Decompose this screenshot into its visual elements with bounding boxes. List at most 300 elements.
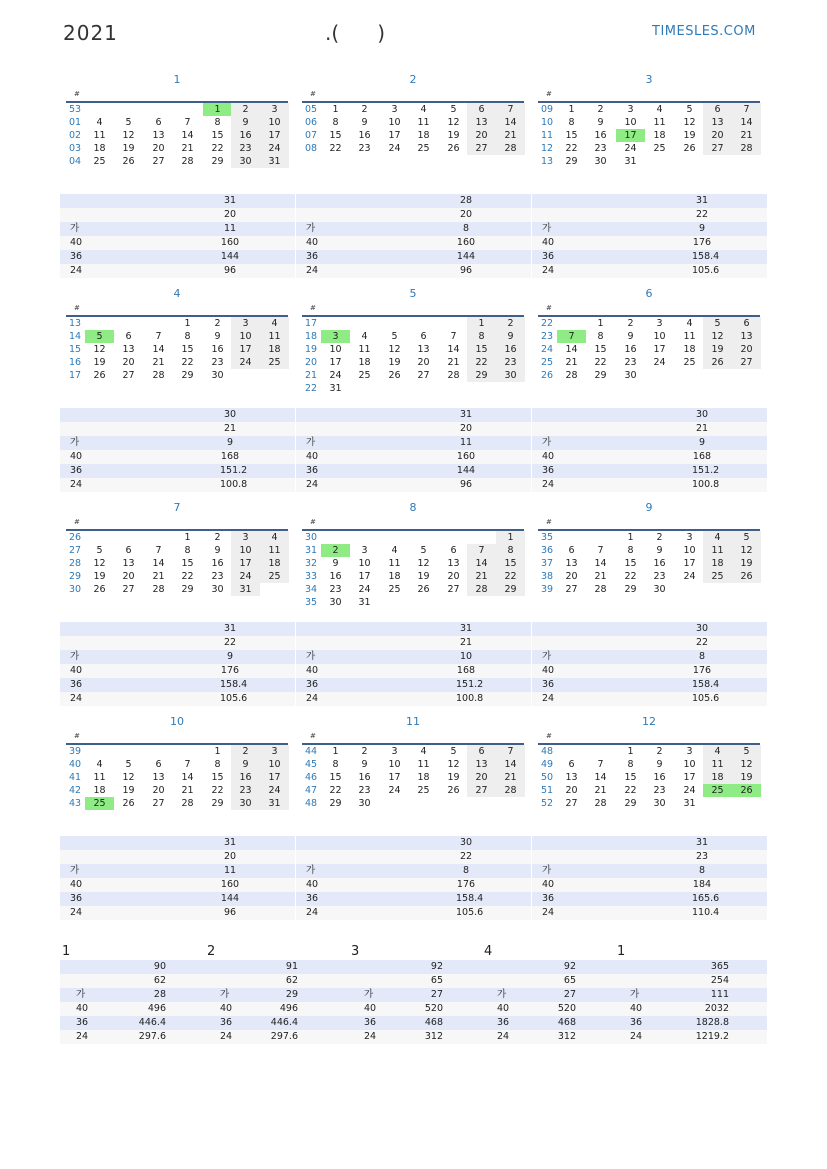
calendar-day[interactable]: 8 — [214, 117, 221, 128]
calendar-day[interactable]: 14 — [447, 344, 460, 355]
calendar-day[interactable]: 10 — [231, 330, 260, 343]
calendar-day[interactable]: 27 — [122, 370, 135, 381]
calendar-day[interactable]: 16 — [211, 344, 224, 355]
calendar-day[interactable]: 29 — [624, 798, 637, 809]
calendar-day[interactable]: 22 — [181, 571, 194, 582]
calendar-day[interactable]: 17 — [388, 772, 401, 783]
calendar-day[interactable]: 27 — [467, 142, 496, 155]
calendar-day[interactable]: 4 — [420, 104, 427, 115]
calendar-day-holiday[interactable]: 17 — [616, 129, 645, 142]
calendar-day[interactable]: 13 — [152, 130, 165, 141]
calendar-day[interactable]: 4 — [260, 531, 289, 544]
calendar-day[interactable]: 7 — [155, 331, 162, 342]
calendar-day[interactable]: 16 — [594, 130, 607, 141]
calendar-day[interactable]: 1 — [184, 318, 191, 329]
calendar-day[interactable]: 21 — [565, 357, 578, 368]
calendar-day[interactable]: 20 — [565, 785, 578, 796]
calendar-day[interactable]: 14 — [496, 758, 525, 771]
calendar-day[interactable]: 4 — [656, 104, 663, 115]
month-title[interactable]: 5 — [409, 287, 417, 300]
calendar-day[interactable]: 12 — [417, 558, 430, 569]
calendar-day[interactable]: 19 — [447, 130, 460, 141]
calendar-day[interactable]: 16 — [329, 571, 342, 582]
calendar-day[interactable]: 2 — [597, 104, 604, 115]
calendar-day[interactable]: 15 — [565, 130, 578, 141]
calendar-day[interactable]: 14 — [467, 557, 496, 570]
calendar-day[interactable]: 17 — [358, 571, 371, 582]
calendar-day[interactable]: 1 — [496, 531, 525, 544]
calendar-day[interactable]: 26 — [732, 570, 761, 583]
calendar-day[interactable]: 14 — [496, 116, 525, 129]
calendar-day[interactable]: 24 — [683, 785, 696, 796]
calendar-day[interactable]: 9 — [656, 545, 663, 556]
calendar-day[interactable]: 10 — [683, 759, 696, 770]
calendar-day[interactable]: 22 — [496, 570, 525, 583]
calendar-day[interactable]: 27 — [122, 584, 135, 595]
calendar-day[interactable]: 28 — [447, 370, 460, 381]
calendar-day[interactable]: 28 — [152, 584, 165, 595]
calendar-day[interactable]: 29 — [467, 369, 496, 382]
calendar-day[interactable]: 22 — [624, 571, 637, 582]
calendar-day[interactable]: 9 — [332, 558, 339, 569]
calendar-day[interactable]: 7 — [732, 103, 761, 116]
calendar-day[interactable]: 20 — [467, 771, 496, 784]
calendar-day[interactable]: 17 — [683, 772, 696, 783]
calendar-day[interactable]: 4 — [703, 745, 732, 758]
calendar-day[interactable]: 3 — [686, 746, 693, 757]
calendar-day[interactable]: 14 — [565, 344, 578, 355]
calendar-day[interactable]: 2 — [656, 532, 663, 543]
calendar-day[interactable]: 31 — [260, 797, 289, 810]
calendar-day[interactable]: 17 — [260, 771, 289, 784]
calendar-day[interactable]: 22 — [624, 785, 637, 796]
calendar-day[interactable]: 16 — [624, 344, 637, 355]
calendar-day[interactable]: 18 — [683, 344, 696, 355]
calendar-day[interactable]: 19 — [732, 557, 761, 570]
calendar-day[interactable]: 24 — [260, 784, 289, 797]
calendar-day[interactable]: 3 — [686, 532, 693, 543]
calendar-day[interactable]: 20 — [467, 129, 496, 142]
calendar-day[interactable]: 13 — [565, 558, 578, 569]
calendar-day[interactable]: 26 — [683, 143, 696, 154]
calendar-day[interactable]: 1 — [467, 317, 496, 330]
calendar-day[interactable]: 13 — [565, 772, 578, 783]
calendar-day[interactable]: 5 — [125, 117, 132, 128]
calendar-day[interactable]: 28 — [732, 142, 761, 155]
calendar-day[interactable]: 16 — [211, 558, 224, 569]
calendar-day[interactable]: 12 — [388, 344, 401, 355]
calendar-day[interactable]: 8 — [214, 759, 221, 770]
calendar-day[interactable]: 16 — [653, 772, 666, 783]
calendar-day[interactable]: 7 — [496, 103, 525, 116]
calendar-day[interactable]: 11 — [93, 772, 106, 783]
calendar-day[interactable]: 14 — [181, 772, 194, 783]
calendar-day-holiday[interactable]: 1 — [203, 103, 232, 116]
calendar-day[interactable]: 10 — [358, 558, 371, 569]
month-title[interactable]: 8 — [409, 501, 417, 514]
calendar-day[interactable]: 24 — [388, 785, 401, 796]
calendar-day[interactable]: 25 — [260, 570, 289, 583]
calendar-day[interactable]: 31 — [231, 583, 260, 596]
calendar-day[interactable]: 9 — [231, 758, 260, 771]
calendar-day[interactable]: 29 — [181, 370, 194, 381]
calendar-day[interactable]: 18 — [260, 343, 289, 356]
calendar-day[interactable]: 5 — [686, 104, 693, 115]
calendar-day[interactable]: 6 — [467, 103, 496, 116]
calendar-day[interactable]: 18 — [93, 143, 106, 154]
calendar-day[interactable]: 3 — [260, 103, 289, 116]
calendar-day[interactable]: 29 — [496, 583, 525, 596]
calendar-day[interactable]: 30 — [211, 584, 224, 595]
calendar-day[interactable]: 4 — [96, 117, 103, 128]
calendar-day[interactable]: 21 — [594, 571, 607, 582]
calendar-day[interactable]: 17 — [683, 558, 696, 569]
calendar-day[interactable]: 4 — [391, 545, 398, 556]
calendar-day[interactable]: 7 — [597, 759, 604, 770]
calendar-day[interactable]: 23 — [358, 785, 371, 796]
month-title[interactable]: 1 — [173, 73, 181, 86]
calendar-day[interactable]: 8 — [184, 545, 191, 556]
calendar-day[interactable]: 8 — [597, 331, 604, 342]
calendar-day[interactable]: 28 — [496, 142, 525, 155]
calendar-day-holiday[interactable]: 26 — [732, 784, 761, 797]
calendar-day[interactable]: 18 — [388, 571, 401, 582]
calendar-day[interactable]: 5 — [732, 531, 761, 544]
calendar-day[interactable]: 7 — [184, 117, 191, 128]
calendar-day[interactable]: 28 — [181, 156, 194, 167]
calendar-day[interactable]: 5 — [450, 104, 457, 115]
calendar-day[interactable]: 17 — [653, 344, 666, 355]
calendar-day[interactable]: 6 — [125, 545, 132, 556]
calendar-day[interactable]: 10 — [231, 544, 260, 557]
calendar-day[interactable]: 11 — [417, 117, 430, 128]
calendar-day[interactable]: 22 — [467, 356, 496, 369]
calendar-day[interactable]: 17 — [260, 129, 289, 142]
calendar-day[interactable]: 13 — [467, 758, 496, 771]
calendar-day[interactable]: 4 — [260, 317, 289, 330]
calendar-day[interactable]: 4 — [703, 531, 732, 544]
calendar-day-holiday[interactable]: 25 — [85, 797, 114, 810]
month-title[interactable]: 3 — [645, 73, 653, 86]
calendar-day[interactable]: 2 — [214, 318, 221, 329]
calendar-day[interactable]: 12 — [93, 558, 106, 569]
calendar-day[interactable]: 10 — [260, 116, 289, 129]
calendar-day[interactable]: 30 — [211, 370, 224, 381]
calendar-day[interactable]: 29 — [594, 370, 607, 381]
calendar-day-holiday[interactable]: 25 — [703, 784, 732, 797]
calendar-day[interactable]: 31 — [624, 156, 637, 167]
calendar-day[interactable]: 13 — [467, 116, 496, 129]
calendar-day[interactable]: 14 — [181, 130, 194, 141]
calendar-day[interactable]: 21 — [496, 129, 525, 142]
calendar-day[interactable]: 19 — [703, 343, 732, 356]
calendar-day[interactable]: 21 — [732, 129, 761, 142]
calendar-day[interactable]: 23 — [211, 357, 224, 368]
calendar-day[interactable]: 2 — [214, 532, 221, 543]
calendar-day[interactable]: 7 — [597, 545, 604, 556]
calendar-day[interactable]: 31 — [329, 383, 342, 394]
calendar-day[interactable]: 9 — [656, 759, 663, 770]
calendar-day[interactable]: 1 — [627, 532, 634, 543]
calendar-day[interactable]: 28 — [181, 798, 194, 809]
calendar-day[interactable]: 1 — [568, 104, 575, 115]
calendar-day[interactable]: 28 — [594, 798, 607, 809]
calendar-day[interactable]: 15 — [496, 557, 525, 570]
calendar-day[interactable]: 8 — [627, 759, 634, 770]
calendar-day[interactable]: 15 — [624, 772, 637, 783]
calendar-day[interactable]: 5 — [450, 746, 457, 757]
calendar-day[interactable]: 30 — [624, 370, 637, 381]
calendar-day[interactable]: 13 — [732, 330, 761, 343]
calendar-day[interactable]: 28 — [152, 370, 165, 381]
calendar-day[interactable]: 23 — [211, 571, 224, 582]
calendar-day[interactable]: 27 — [152, 156, 165, 167]
calendar-day[interactable]: 24 — [329, 370, 342, 381]
calendar-day[interactable]: 8 — [568, 117, 575, 128]
calendar-day[interactable]: 8 — [332, 117, 339, 128]
calendar-day[interactable]: 3 — [627, 104, 634, 115]
calendar-day[interactable]: 24 — [624, 143, 637, 154]
calendar-day[interactable]: 27 — [152, 798, 165, 809]
calendar-day[interactable]: 13 — [417, 344, 430, 355]
calendar-day[interactable]: 19 — [417, 571, 430, 582]
calendar-day[interactable]: 21 — [594, 785, 607, 796]
calendar-day[interactable]: 19 — [122, 785, 135, 796]
calendar-day[interactable]: 28 — [467, 583, 496, 596]
calendar-day[interactable]: 1 — [597, 318, 604, 329]
calendar-day[interactable]: 10 — [388, 117, 401, 128]
calendar-day[interactable]: 22 — [329, 143, 342, 154]
calendar-day[interactable]: 11 — [388, 558, 401, 569]
calendar-day[interactable]: 7 — [467, 544, 496, 557]
calendar-day[interactable]: 25 — [703, 570, 732, 583]
calendar-day[interactable]: 3 — [231, 531, 260, 544]
calendar-day[interactable]: 27 — [732, 356, 761, 369]
calendar-day[interactable]: 8 — [627, 545, 634, 556]
calendar-day[interactable]: 7 — [450, 331, 457, 342]
site-logo[interactable]: TIMESLES.COM — [652, 24, 756, 39]
calendar-day[interactable]: 19 — [122, 143, 135, 154]
calendar-day[interactable]: 23 — [624, 357, 637, 368]
calendar-day[interactable]: 4 — [420, 746, 427, 757]
calendar-day[interactable]: 9 — [214, 331, 221, 342]
calendar-day[interactable]: 9 — [361, 759, 368, 770]
calendar-day[interactable]: 28 — [496, 784, 525, 797]
calendar-day[interactable]: 1 — [184, 532, 191, 543]
month-title[interactable]: 4 — [173, 287, 181, 300]
calendar-day[interactable]: 27 — [417, 370, 430, 381]
calendar-day[interactable]: 13 — [703, 116, 732, 129]
calendar-day[interactable]: 20 — [703, 129, 732, 142]
calendar-day[interactable]: 18 — [358, 357, 371, 368]
calendar-day[interactable]: 12 — [122, 772, 135, 783]
calendar-day[interactable]: 11 — [703, 544, 732, 557]
calendar-day[interactable]: 12 — [447, 117, 460, 128]
calendar-day[interactable]: 14 — [594, 558, 607, 569]
calendar-day[interactable]: 30 — [231, 155, 260, 168]
calendar-day[interactable]: 14 — [732, 116, 761, 129]
calendar-day[interactable]: 26 — [388, 370, 401, 381]
calendar-day[interactable]: 7 — [496, 745, 525, 758]
calendar-day[interactable]: 29 — [211, 156, 224, 167]
calendar-day[interactable]: 15 — [329, 772, 342, 783]
calendar-day[interactable]: 20 — [152, 785, 165, 796]
calendar-day[interactable]: 22 — [181, 357, 194, 368]
calendar-day[interactable]: 21 — [152, 571, 165, 582]
calendar-day[interactable]: 18 — [703, 771, 732, 784]
calendar-day[interactable]: 16 — [358, 772, 371, 783]
calendar-day[interactable]: 11 — [683, 331, 696, 342]
calendar-day[interactable]: 31 — [260, 155, 289, 168]
calendar-day[interactable]: 27 — [467, 784, 496, 797]
calendar-day[interactable]: 5 — [96, 545, 103, 556]
calendar-day[interactable]: 15 — [181, 558, 194, 569]
calendar-day[interactable]: 12 — [683, 117, 696, 128]
month-title[interactable]: 2 — [409, 73, 417, 86]
calendar-day[interactable]: 17 — [231, 343, 260, 356]
calendar-day[interactable]: 2 — [656, 746, 663, 757]
calendar-day[interactable]: 20 — [122, 357, 135, 368]
calendar-day[interactable]: 26 — [122, 798, 135, 809]
calendar-day[interactable]: 18 — [417, 130, 430, 141]
calendar-day[interactable]: 27 — [565, 584, 578, 595]
calendar-day[interactable]: 25 — [417, 143, 430, 154]
month-title[interactable]: 7 — [173, 501, 181, 514]
calendar-day[interactable]: 8 — [332, 759, 339, 770]
calendar-day[interactable]: 19 — [683, 130, 696, 141]
calendar-day[interactable]: 19 — [447, 772, 460, 783]
calendar-day[interactable]: 4 — [361, 331, 368, 342]
calendar-day[interactable]: 26 — [447, 785, 460, 796]
calendar-day[interactable]: 23 — [231, 784, 260, 797]
calendar-day[interactable]: 26 — [93, 584, 106, 595]
month-title[interactable]: 9 — [645, 501, 653, 514]
calendar-day[interactable]: 29 — [624, 584, 637, 595]
calendar-day[interactable]: 25 — [417, 785, 430, 796]
calendar-day[interactable]: 18 — [703, 557, 732, 570]
calendar-day[interactable]: 19 — [732, 771, 761, 784]
calendar-day[interactable]: 11 — [260, 544, 289, 557]
calendar-day[interactable]: 11 — [653, 117, 666, 128]
calendar-day[interactable]: 2 — [627, 318, 634, 329]
calendar-day[interactable]: 14 — [152, 344, 165, 355]
calendar-day[interactable]: 14 — [594, 772, 607, 783]
calendar-day[interactable]: 6 — [420, 331, 427, 342]
calendar-day[interactable]: 6 — [155, 759, 162, 770]
calendar-day[interactable]: 6 — [703, 103, 732, 116]
calendar-day[interactable]: 27 — [447, 584, 460, 595]
calendar-day[interactable]: 2 — [496, 317, 525, 330]
calendar-day[interactable]: 9 — [361, 117, 368, 128]
calendar-day[interactable]: 15 — [211, 130, 224, 141]
calendar-day[interactable]: 10 — [388, 759, 401, 770]
calendar-day[interactable]: 11 — [260, 330, 289, 343]
calendar-day[interactable]: 23 — [231, 142, 260, 155]
calendar-day[interactable]: 31 — [683, 798, 696, 809]
calendar-day[interactable]: 2 — [231, 745, 260, 758]
calendar-day[interactable]: 5 — [703, 317, 732, 330]
calendar-day[interactable]: 22 — [329, 785, 342, 796]
calendar-day[interactable]: 11 — [417, 759, 430, 770]
month-title[interactable]: 12 — [642, 715, 656, 728]
calendar-day[interactable]: 13 — [152, 772, 165, 783]
calendar-day[interactable]: 15 — [624, 558, 637, 569]
calendar-day[interactable]: 19 — [93, 571, 106, 582]
calendar-day[interactable]: 2 — [231, 103, 260, 116]
calendar-day[interactable]: 3 — [656, 318, 663, 329]
calendar-day[interactable]: 13 — [122, 558, 135, 569]
calendar-day[interactable]: 21 — [467, 570, 496, 583]
calendar-day[interactable]: 7 — [155, 545, 162, 556]
calendar-day[interactable]: 26 — [703, 356, 732, 369]
calendar-day[interactable]: 12 — [93, 344, 106, 355]
calendar-day[interactable]: 30 — [358, 798, 371, 809]
calendar-day[interactable]: 1 — [214, 746, 221, 757]
calendar-day[interactable]: 29 — [181, 584, 194, 595]
calendar-day[interactable]: 23 — [653, 571, 666, 582]
calendar-day[interactable]: 20 — [152, 143, 165, 154]
calendar-day-holiday[interactable]: 5 — [85, 330, 114, 343]
calendar-day[interactable]: 4 — [686, 318, 693, 329]
calendar-day[interactable]: 9 — [231, 116, 260, 129]
calendar-day[interactable]: 3 — [391, 746, 398, 757]
calendar-day[interactable]: 1 — [332, 746, 339, 757]
calendar-day[interactable]: 1 — [627, 746, 634, 757]
calendar-day[interactable]: 15 — [181, 344, 194, 355]
calendar-day[interactable]: 21 — [181, 143, 194, 154]
calendar-day[interactable]: 6 — [732, 317, 761, 330]
calendar-day[interactable]: 20 — [447, 571, 460, 582]
calendar-day[interactable]: 9 — [627, 331, 634, 342]
calendar-day[interactable]: 10 — [683, 545, 696, 556]
calendar-day[interactable]: 17 — [388, 130, 401, 141]
calendar-day[interactable]: 26 — [122, 156, 135, 167]
calendar-day[interactable]: 5 — [391, 331, 398, 342]
calendar-day[interactable]: 20 — [417, 357, 430, 368]
calendar-day[interactable]: 7 — [184, 759, 191, 770]
calendar-day[interactable]: 25 — [358, 370, 371, 381]
calendar-day[interactable]: 26 — [447, 143, 460, 154]
calendar-day[interactable]: 17 — [231, 557, 260, 570]
calendar-day[interactable]: 30 — [653, 584, 666, 595]
calendar-day[interactable]: 12 — [447, 759, 460, 770]
calendar-day[interactable]: 20 — [565, 571, 578, 582]
calendar-day[interactable]: 10 — [653, 331, 666, 342]
calendar-day[interactable]: 9 — [597, 117, 604, 128]
calendar-day[interactable]: 25 — [260, 356, 289, 369]
month-title[interactable]: 6 — [645, 287, 653, 300]
calendar-day[interactable]: 16 — [653, 558, 666, 569]
calendar-day[interactable]: 23 — [358, 143, 371, 154]
calendar-day[interactable]: 19 — [388, 357, 401, 368]
calendar-day[interactable]: 8 — [184, 331, 191, 342]
calendar-day[interactable]: 8 — [496, 544, 525, 557]
calendar-day[interactable]: 3 — [231, 317, 260, 330]
calendar-day[interactable]: 9 — [214, 545, 221, 556]
calendar-day[interactable]: 5 — [420, 545, 427, 556]
calendar-day[interactable]: 24 — [683, 571, 696, 582]
calendar-day[interactable]: 10 — [624, 117, 637, 128]
calendar-day[interactable]: 22 — [211, 785, 224, 796]
calendar-day[interactable]: 27 — [703, 142, 732, 155]
calendar-day[interactable]: 22 — [565, 143, 578, 154]
calendar-day[interactable]: 5 — [732, 745, 761, 758]
calendar-day[interactable]: 28 — [594, 584, 607, 595]
calendar-day[interactable]: 25 — [683, 357, 696, 368]
calendar-day[interactable]: 24 — [260, 142, 289, 155]
calendar-day[interactable]: 23 — [594, 143, 607, 154]
calendar-day[interactable]: 20 — [122, 571, 135, 582]
